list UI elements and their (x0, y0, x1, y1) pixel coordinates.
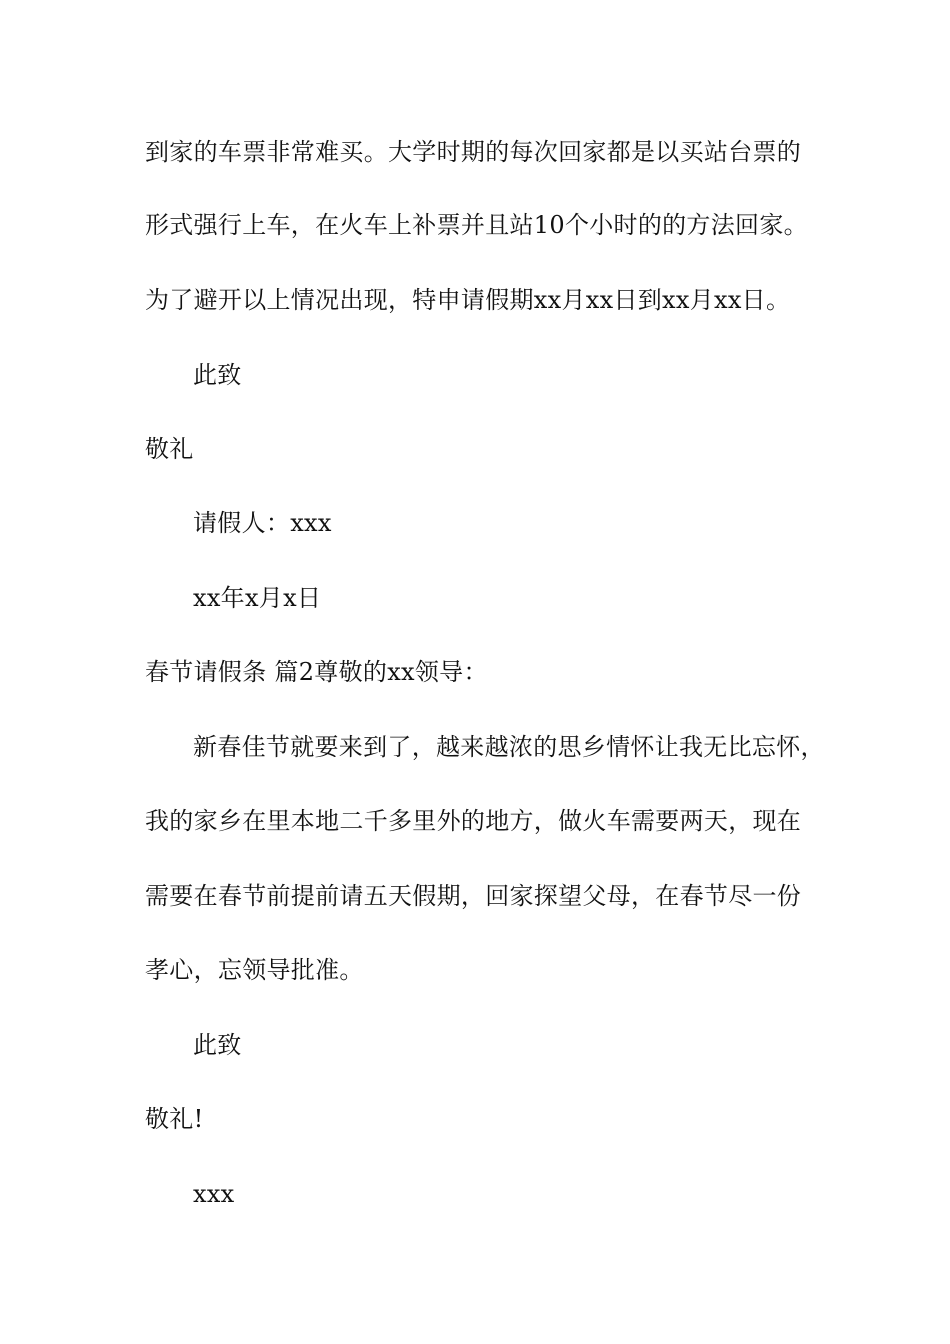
closing-regards: 敬礼 (145, 435, 194, 463)
closing-regards: 敬礼! (145, 1105, 204, 1133)
closing-salutation: 此致 (193, 1031, 242, 1059)
paragraph-line: 需要在春节前提前请五天假期，回家探望父母，在春节尽一份 (145, 882, 802, 910)
paragraph-line: 我的家乡在里本地二千多里外的地方，做火车需要两天，现在 (145, 807, 802, 835)
closing-salutation: 此致 (193, 361, 242, 389)
paragraph-line: 形式强行上车，在火车上补票并且站10个小时的的方法回家。 (145, 211, 808, 239)
signature-date: xx年x月x日 (193, 584, 322, 612)
signature-name: 请假人：xxx (193, 509, 332, 537)
paragraph-line: 到家的车票非常难买。大学时期的每次回家都是以买站台票的 (145, 138, 802, 166)
signature-name: xxx (193, 1180, 235, 1208)
paragraph-line: 为了避开以上情况出现，特申请假期xx月xx日到xx月xx日。 (145, 286, 791, 314)
section-heading: 春节请假条 篇2尊敬的xx领导： (145, 658, 488, 686)
paragraph-line: 新春佳节就要来到了，越来越浓的思乡情怀让我无比忘怀， (193, 733, 825, 761)
paragraph-line: 孝心，忘领导批准。 (145, 956, 364, 984)
